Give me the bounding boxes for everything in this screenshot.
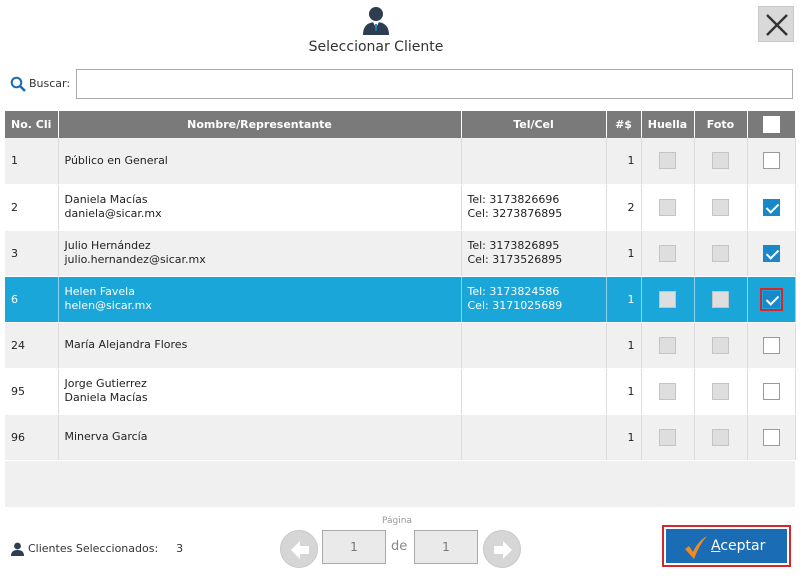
- client-cel: Cel: 3173526895: [467, 253, 563, 266]
- client-name: Público en General: [64, 153, 168, 167]
- previous-page-button[interactable]: [280, 530, 318, 568]
- table-row[interactable]: [5, 138, 795, 184]
- cell-huella: [641, 138, 694, 184]
- client-name: Helen Favela: [64, 285, 135, 298]
- client-cel: Cel: 3171025689: [467, 299, 563, 312]
- client-name: Minerva García: [64, 430, 148, 443]
- photo-indicator: [712, 152, 729, 169]
- cell-select: [747, 368, 795, 414]
- checkmark-icon: [684, 535, 708, 561]
- user-icon: [11, 542, 24, 556]
- client-name: Julio Hernández: [64, 239, 151, 252]
- cell-client-phone: [461, 230, 606, 276]
- table-body: [5, 138, 795, 460]
- cell-client-number: 3: [5, 230, 58, 276]
- next-page-button[interactable]: [483, 530, 521, 568]
- client-name: Daniela Macías: [64, 193, 148, 206]
- clients-table-container: [5, 111, 795, 507]
- selected-clients-count: 3: [176, 542, 184, 555]
- cell-client-name: [58, 184, 461, 230]
- cell-client-number: 1: [5, 138, 58, 184]
- column-header-tel[interactable]: Tel/Cel: [461, 111, 606, 138]
- cell-client-name: [58, 368, 461, 414]
- table-row[interactable]: [5, 368, 795, 414]
- arrow-left-icon: [289, 539, 311, 561]
- cell-count: 1: [606, 138, 641, 184]
- search-bar: [0, 68, 800, 100]
- column-header-foto[interactable]: Foto: [694, 111, 747, 138]
- accept-button-face: [666, 529, 787, 563]
- photo-indicator: [712, 383, 729, 400]
- cell-client-phone: [461, 138, 606, 184]
- client-name: Jorge Gutierrez: [64, 377, 147, 390]
- select-all-checkbox[interactable]: [763, 116, 780, 133]
- cell-count: 1: [606, 414, 641, 460]
- dialog-header: [0, 0, 800, 62]
- cell-foto: [694, 184, 747, 230]
- cell-client-phone: [461, 184, 606, 230]
- fingerprint-indicator: [659, 152, 676, 169]
- client-tel: Tel: 3173826895: [467, 239, 560, 252]
- client-tel: Tel: 3173826696: [467, 193, 560, 206]
- cell-client-phone: [461, 322, 606, 368]
- table-row[interactable]: [5, 184, 795, 230]
- selected-clients-label: Clientes Seleccionados:: [28, 542, 159, 555]
- cell-client-number: 2: [5, 184, 58, 230]
- fingerprint-indicator: [659, 245, 676, 262]
- fingerprint-indicator: [659, 383, 676, 400]
- fingerprint-indicator: [659, 199, 676, 216]
- clients-table: [5, 111, 796, 461]
- search-input[interactable]: [76, 69, 793, 99]
- row-select-checkbox[interactable]: [763, 152, 780, 169]
- search-icon: [10, 76, 26, 92]
- table-header-row: [5, 111, 795, 138]
- search-label: Buscar:: [29, 77, 71, 90]
- row-select-checkbox[interactable]: [763, 245, 780, 262]
- client-secondary: Daniela Macías: [64, 391, 148, 404]
- cell-client-number: 96: [5, 414, 58, 460]
- cell-client-name: [58, 276, 461, 322]
- cell-client-number: 24: [5, 322, 58, 368]
- table-row[interactable]: [5, 276, 795, 322]
- close-icon: [765, 13, 789, 37]
- column-header-nombre[interactable]: Nombre/Representante: [58, 111, 461, 138]
- cell-client-name: [58, 414, 461, 460]
- accept-button[interactable]: [662, 525, 791, 567]
- column-header-huella[interactable]: Huella: [641, 111, 694, 138]
- photo-indicator: [712, 245, 729, 262]
- pagination: [280, 516, 525, 576]
- cell-select: [747, 138, 795, 184]
- dialog-title: Seleccionar Cliente: [308, 39, 444, 55]
- cell-foto: [694, 138, 747, 184]
- table-row[interactable]: [5, 230, 795, 276]
- client-secondary: daniela@sicar.mx: [64, 207, 162, 220]
- cell-select: [747, 230, 795, 276]
- cell-client-name: [58, 322, 461, 368]
- cell-client-phone: [461, 276, 606, 322]
- current-page-field[interactable]: 1: [322, 530, 386, 564]
- cell-huella: [641, 230, 694, 276]
- cell-foto: [694, 230, 747, 276]
- client-name: María Alejandra Flores: [64, 338, 188, 351]
- client-tel: Tel: 3173824586: [467, 285, 560, 298]
- cell-huella: [641, 184, 694, 230]
- row-select-checkbox[interactable]: [763, 383, 780, 400]
- client-cel: Cel: 3273876895: [467, 207, 563, 220]
- cell-select: [747, 322, 795, 368]
- table-row[interactable]: [5, 414, 795, 460]
- cell-count: 1: [606, 368, 641, 414]
- page-label: Página: [382, 516, 412, 526]
- photo-indicator: [712, 337, 729, 354]
- cell-client-name: [58, 230, 461, 276]
- cell-client-name: [58, 138, 461, 184]
- cell-foto: [694, 414, 747, 460]
- fingerprint-indicator: [659, 291, 676, 308]
- selected-clients-summary: [11, 542, 183, 556]
- row-select-checkbox[interactable]: [763, 291, 780, 308]
- column-header-no-cli[interactable]: No. Cli: [5, 111, 58, 138]
- cell-client-phone: [461, 414, 606, 460]
- cell-huella: [641, 368, 694, 414]
- cell-count: 2: [606, 184, 641, 230]
- row-select-checkbox[interactable]: [763, 429, 780, 446]
- fingerprint-indicator: [659, 337, 676, 354]
- client-secondary: helen@sicar.mx: [64, 299, 152, 312]
- close-button[interactable]: [758, 6, 794, 42]
- photo-indicator: [712, 291, 729, 308]
- cell-foto: [694, 322, 747, 368]
- cell-huella: [641, 322, 694, 368]
- accept-label: Aceptar: [711, 538, 766, 554]
- cell-select: [747, 414, 795, 460]
- cell-select: [747, 184, 795, 230]
- column-header-count[interactable]: #$: [606, 111, 641, 138]
- user-icon: [362, 5, 390, 35]
- cell-select: [747, 276, 795, 322]
- cell-count: 1: [606, 322, 641, 368]
- cell-client-number: 95: [5, 368, 58, 414]
- cell-foto: [694, 368, 747, 414]
- cell-client-number: 6: [5, 276, 58, 322]
- column-header-select-all: [747, 111, 795, 138]
- cell-huella: [641, 276, 694, 322]
- cell-client-phone: [461, 368, 606, 414]
- client-secondary: julio.hernandez@sicar.mx: [64, 253, 206, 266]
- arrow-right-icon: [492, 539, 514, 561]
- table-row[interactable]: [5, 322, 795, 368]
- cell-count: 1: [606, 276, 641, 322]
- fingerprint-indicator: [659, 429, 676, 446]
- cell-foto: [694, 276, 747, 322]
- row-select-checkbox[interactable]: [763, 337, 780, 354]
- photo-indicator: [712, 199, 729, 216]
- photo-indicator: [712, 429, 729, 446]
- page-of-label: de: [391, 539, 408, 554]
- cell-count: 1: [606, 230, 641, 276]
- row-select-checkbox[interactable]: [763, 199, 780, 216]
- total-pages-field: 1: [414, 530, 478, 564]
- cell-huella: [641, 414, 694, 460]
